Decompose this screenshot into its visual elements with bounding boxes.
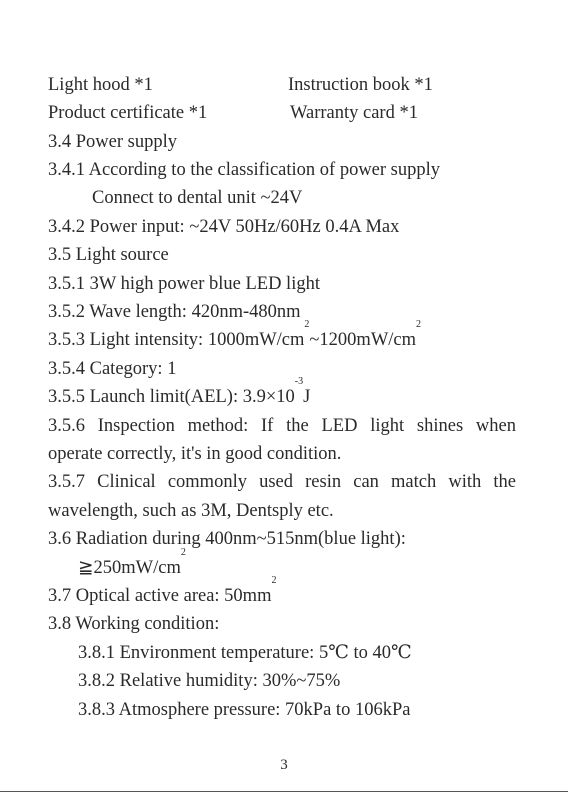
item-warranty-card: Warranty card *1: [290, 103, 418, 123]
section-3-5-6-continued: operate correctly, it's in good condition.: [48, 444, 342, 464]
superscript: 2: [271, 575, 277, 586]
section-3-8-1: 3.8.1 Environment temperature: 5℃ to 40℃: [78, 643, 412, 663]
light-intensity-max: ~1200mW/cm: [309, 330, 417, 350]
radiation-value: ≧250mW/cm: [78, 558, 181, 578]
exponent: -3: [294, 376, 304, 387]
section-3-8-heading: 3.8 Working condition:: [48, 614, 220, 634]
section-3-5-3: [48, 319, 422, 351]
contents-line-2: [48, 102, 418, 124]
optical-area-text: 3.7 Optical active area: 50mm: [48, 586, 272, 606]
superscript: 2: [304, 319, 310, 330]
launch-limit-text: 3.5.5 Launch limit(AEL): 3.9×10: [48, 387, 295, 407]
section-3-7: [48, 575, 277, 607]
launch-limit-unit: J: [303, 387, 311, 407]
page-number: 3: [280, 757, 288, 773]
section-3-6-value: [78, 547, 186, 579]
light-intensity-min: 3.5.3 Light intensity: 1000mW/cm: [48, 330, 305, 350]
contents-line-1: [48, 74, 433, 96]
section-3-5-5: [48, 376, 311, 408]
section-3-6: 3.6 Radiation during 400nm~515nm(blue light):: [48, 529, 406, 549]
section-3-5-7: 3.5.7 Clinical commonly used resin can match with the: [48, 472, 516, 492]
item-light-hood: Light hood *1: [48, 75, 153, 95]
section-3-5-2: 3.5.2 Wave length: 420nm-480nm: [48, 302, 301, 322]
bottom-rule: [0, 791, 568, 792]
section-3-5-heading: 3.5 Light source: [48, 245, 169, 265]
section-3-5-1: 3.5.1 3W high power blue LED light: [48, 274, 320, 294]
section-3-4-1-continued: Connect to dental unit ~24V: [92, 188, 303, 208]
section-3-8-2: 3.8.2 Relative humidity: 30%~75%: [78, 671, 341, 691]
section-3-4-1: 3.4.1 According to the classification of power supply: [48, 160, 441, 180]
item-instruction-book: Instruction book *1: [288, 75, 433, 95]
superscript: 2: [416, 319, 422, 330]
section-3-5-7-continued: wavelength, such as 3M, Dentsply etc.: [48, 501, 334, 521]
section-3-5-6: 3.5.6 Inspection method: If the LED light shines when: [48, 416, 516, 436]
section-3-5-4: 3.5.4 Category: 1: [48, 359, 177, 379]
superscript: 2: [180, 547, 186, 558]
item-product-certificate: Product certificate *1: [48, 103, 208, 123]
section-3-4-2: 3.4.2 Power input: ~24V 50Hz/60Hz 0.4A Max: [48, 217, 400, 237]
section-3-8-3: 3.8.3 Atmosphere pressure: 70kPa to 106kPa: [78, 700, 411, 720]
section-3-4-heading: 3.4 Power supply: [48, 132, 177, 152]
